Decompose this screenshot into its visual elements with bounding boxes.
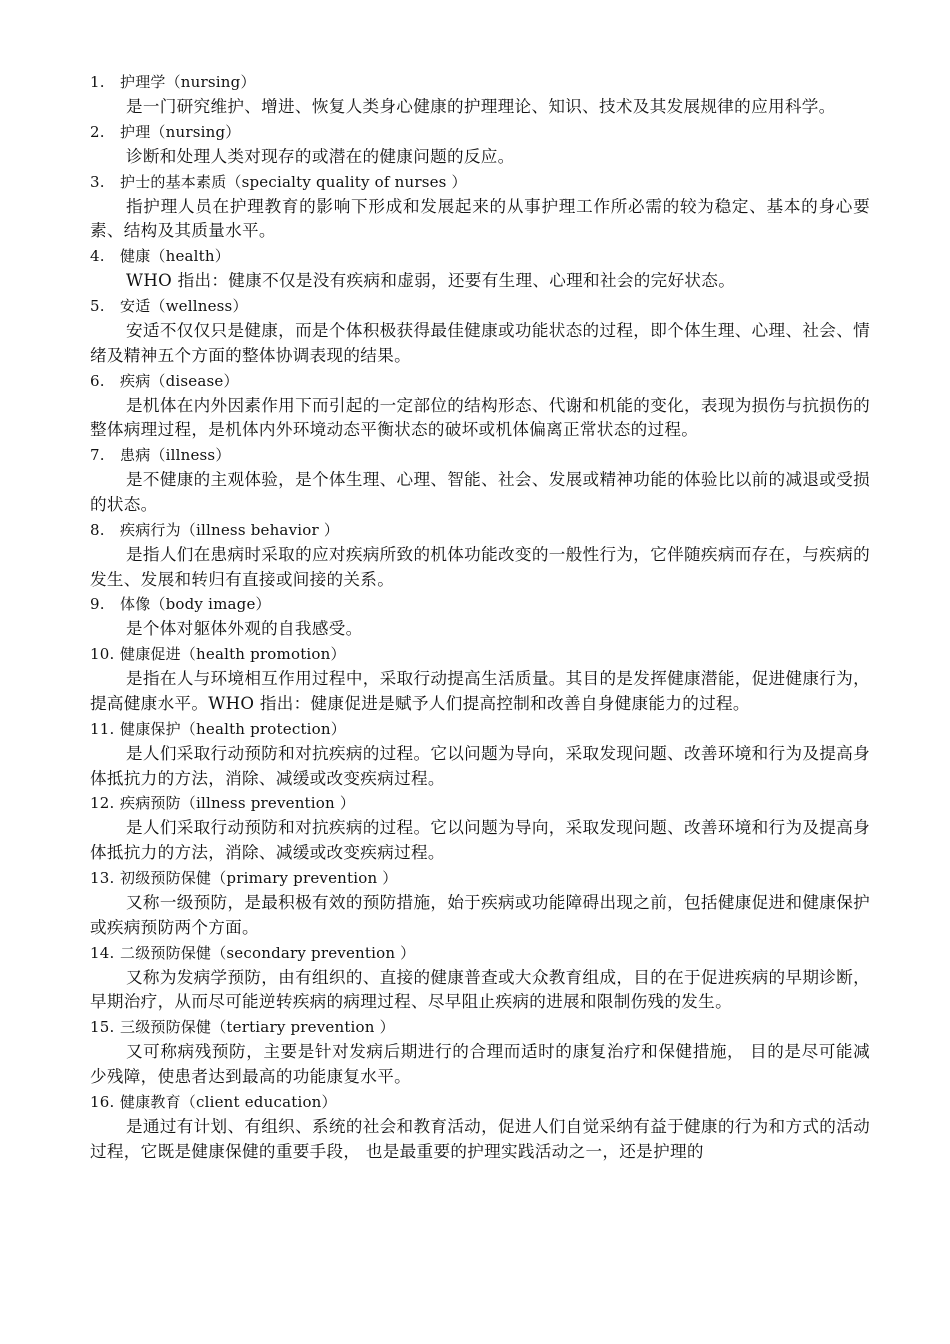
term-heading (90, 717, 870, 742)
term-heading (90, 443, 870, 468)
term-title: 体像（body image） (120, 595, 271, 614)
definition-entry-9 (90, 592, 870, 642)
term-number: 7. (90, 446, 105, 465)
term-definition: 是指在人与环境相互作用过程中，采取行动提高生活质量。其目的是发挥健康潜能，促进健康行为，提高健康水平。WHO 指出：健康促进是赋予人们提高控制和改善自身健康能力的过程。 (90, 669, 870, 713)
term-heading (90, 294, 870, 319)
definition-entry-8 (90, 518, 870, 593)
term-number: 15. (90, 1018, 115, 1037)
term-definition: WHO 指出：健康不仅是没有疾病和虚弱，还要有生理、心理和社会的完好状态。 (126, 271, 736, 291)
term-heading (90, 70, 870, 95)
term-definition: 又称为发病学预防，由有组织的、直接的健康普查或大众教育组成，目的在于促进疾病的早期诊断，早期治疗，从而尽可能逆转疾病的病理过程、尽早阻止疾病的进展和限制伤残的发生。 (90, 967, 870, 1012)
definition-entry-11 (90, 717, 870, 792)
definition-entry-14 (90, 941, 870, 1016)
definition-entry-10 (90, 642, 870, 717)
definition-entry-3 (90, 170, 870, 245)
term-heading (90, 1090, 870, 1115)
term-title: 二级预防保健（secondary prevention ） (120, 943, 416, 962)
term-heading (90, 369, 870, 394)
term-title: 疾病（disease） (120, 371, 239, 390)
term-number: 12. (90, 794, 115, 813)
definition-entry-5 (90, 294, 870, 369)
term-definition: 是机体在内外因素作用下而引起的一定部位的结构形态、代谢和机能的变化，表现为损伤与抗损伤的整体病理过程，是机体内外环境动态平衡状态的破坏或机体偏离正常状态的过程。 (90, 395, 870, 440)
definition-entry-4 (90, 244, 870, 294)
definition-entry-15 (90, 1015, 870, 1090)
definition-entry-16 (90, 1090, 870, 1165)
term-definition: 又称一级预防，是最积极有效的预防措施，始于疾病或功能障碍出现之前，包括健康促进和健康保护或疾病预防两个方面。 (90, 892, 870, 937)
term-number: 2. (90, 122, 105, 141)
term-heading (90, 642, 870, 667)
term-number: 1. (90, 73, 105, 91)
term-title: 护理（nursing） (120, 122, 241, 141)
term-title: 健康（health） (120, 247, 230, 266)
definition-entry-7 (90, 443, 870, 518)
definition-entry-13 (90, 866, 870, 941)
term-definition: 安适不仅仅只是健康，而是个体积极获得最佳健康或功能状态的过程，即个体生理、心理、社会、情绪及精神五个方面的整体协调表现的结果。 (90, 320, 870, 365)
term-title: 疾病预防（illness prevention ） (120, 794, 356, 813)
term-number: 10. (90, 645, 115, 664)
term-title: 护士的基本素质（specialty quality of nurses ） (120, 172, 467, 191)
term-title: 初级预防保健（primary prevention ） (120, 868, 398, 887)
term-title: 健康促进（health promotion） (120, 645, 346, 664)
term-definition: 诊断和处理人类对现存的或潜在的健康问题的反应。 (126, 146, 515, 166)
term-title: 安适（wellness） (120, 296, 248, 315)
term-definition: 是通过有计划、有组织、系统的社会和教育活动，促进人们自觉采纳有益于健康的行为和方式的活动过程，它既是健康保健的重要手段， 也是最重要的护理实践活动之一，还是护理的 (90, 1116, 870, 1161)
term-definition: 又可称病残预防，主要是针对发病后期进行的合理而适时的康复治疗和保健措施， 目的是尽可能减少残障，使患者达到最高的功能康复水平。 (90, 1042, 870, 1086)
term-definition: 是不健康的主观体验，是个体生理、心理、智能、社会、发展或精神功能的体验比以前的减退或受损的状态。 (90, 470, 870, 514)
term-title: 护理学（nursing） (120, 73, 256, 91)
definition-entry-6 (90, 369, 870, 444)
term-definition: 是一门研究维护、增进、恢复人类身心健康的护理理论、知识、技术及其发展规律的应用科学。 (126, 97, 836, 116)
term-number: 13. (90, 868, 115, 887)
definition-entry-1 (90, 70, 870, 120)
term-number: 3. (90, 172, 105, 191)
term-heading (90, 866, 870, 891)
term-title: 健康教育（client education） (120, 1092, 337, 1111)
term-number: 8. (90, 520, 105, 539)
term-title: 三级预防保健（tertiary prevention ） (120, 1018, 395, 1037)
term-heading (90, 170, 870, 195)
term-heading (90, 518, 870, 543)
term-number: 9. (90, 595, 105, 614)
term-number: 6. (90, 371, 105, 390)
term-heading (90, 941, 870, 966)
term-number: 16. (90, 1092, 115, 1111)
term-definition: 是个体对躯体外观的自我感受。 (126, 619, 363, 639)
term-heading (90, 592, 870, 617)
term-title: 疾病行为（illness behavior ） (120, 520, 340, 539)
term-heading (90, 244, 870, 269)
term-title: 患病（illness） (120, 446, 231, 465)
term-number: 5. (90, 296, 105, 315)
term-title: 健康保护（health protection） (120, 719, 346, 738)
term-number: 14. (90, 943, 115, 962)
term-definition: 是人们采取行动预防和对抗疾病的过程。它以问题为导向，采取发现问题、改善环境和行为及提高身体抵抗力的方法，消除、减缓或改变疾病过程。 (90, 743, 870, 788)
term-heading (90, 1015, 870, 1040)
term-heading (90, 791, 870, 816)
definition-entry-12 (90, 791, 870, 866)
term-definition: 是人们采取行动预防和对抗疾病的过程。它以问题为导向，采取发现问题、改善环境和行为及提高身体抵抗力的方法，消除、减缓或改变疾病过程。 (90, 818, 870, 863)
term-number: 4. (90, 247, 105, 266)
term-heading (90, 120, 870, 145)
definition-entry-2 (90, 120, 870, 170)
term-definition: 指护理人员在护理教育的影响下形成和发展起来的从事护理工作所必需的较为稳定、基本的身心要素、结构及其质量水平。 (90, 196, 870, 241)
document-page (90, 70, 870, 1164)
term-number: 11. (90, 719, 115, 738)
term-definition: 是指人们在患病时采取的应对疾病所致的机体功能改变的一般性行为，它伴随疾病而存在，与疾病的发生、发展和转归有直接或间接的关系。 (90, 544, 870, 589)
